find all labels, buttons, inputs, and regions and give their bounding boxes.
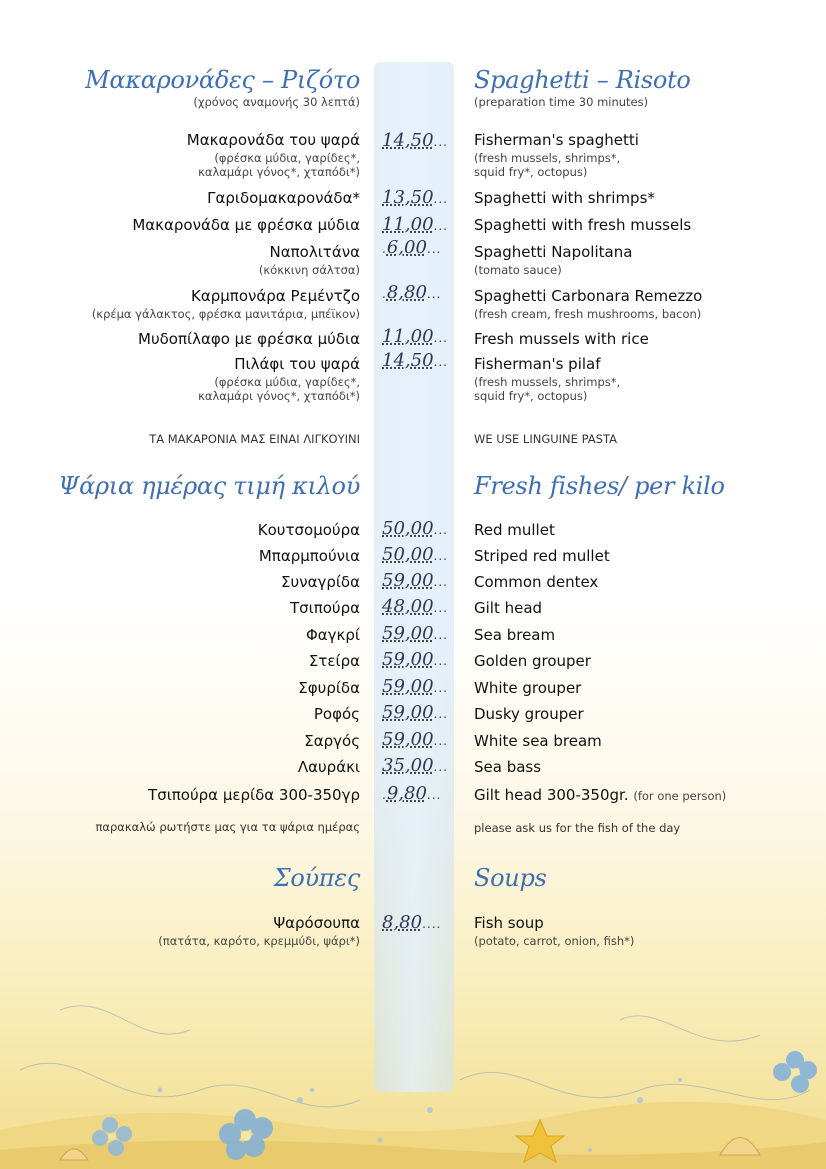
price-value: 50,00 (382, 544, 434, 565)
fish-item-gr: Σφυρίδα (298, 679, 360, 697)
item-price: 14,50... (382, 350, 448, 371)
price-value: 59,00 (382, 676, 434, 697)
item-price: 59,00... (382, 676, 448, 697)
pasta-note-gr: ΤΑ ΜΑΚΑΡΟΝΙΑ ΜΑΣ ΕΙΝΑΙ ΛΙΓΚΟΥΙΝΙ (149, 432, 360, 446)
item-price: 59,00... (382, 623, 448, 644)
item-desc: (fresh mussels, shrimps*, (474, 150, 621, 165)
item-price: 48,00... (382, 596, 448, 617)
menu-item-gr (132, 216, 360, 236)
fish-item-en: Red mullet (474, 521, 555, 539)
price-value: 8,80 (382, 912, 423, 933)
menu-item-gr (207, 189, 360, 209)
fish-title-en: Fresh fishes/ per kilo (474, 472, 725, 500)
fish-note-en: please ask us for the fish of the day (474, 821, 681, 835)
menu-item-en (474, 355, 620, 404)
item-price: 59,00... (382, 649, 448, 670)
item-price: 8,80.... (382, 912, 442, 933)
fish-item-en: Sea bass (474, 758, 542, 776)
item-price: 50,00... (382, 544, 448, 565)
item-name: Καρμπονάρα Ρεμέντζο (191, 287, 360, 305)
pasta-heading-gr (85, 66, 360, 110)
fish-item-en (474, 786, 726, 806)
menu-item-gr (138, 330, 360, 350)
price-value: 59,00 (382, 702, 434, 723)
fish-item-en: White sea bream (474, 732, 602, 750)
item-price: 59,00... (382, 570, 448, 591)
price-value: 59,00 (382, 729, 434, 750)
section-subtitle: (χρόνος αναμονής 30 λεπτά) (193, 94, 360, 109)
item-desc: (φρέσκα μύδια, γαρίδες*, (214, 150, 360, 165)
fish-item-gr: Μπαρμπούνια (258, 547, 360, 565)
item-price: .6,00... (382, 237, 442, 258)
item-price: 50,00... (382, 518, 448, 539)
item-desc: (πατάτα, καρότο, κρεμμύδι, ψάρι*) (158, 933, 360, 948)
price-value: 14,50 (382, 350, 434, 371)
item-name: Gilt head 300-350gr. (474, 786, 629, 804)
item-desc: squid fry*, octopus) (474, 165, 588, 180)
portion-note: (for one person) (633, 789, 727, 803)
fish-item-gr: Στείρα (308, 652, 360, 670)
item-desc: squid fry*, octopus) (474, 389, 588, 404)
item-price: 11,00... (382, 214, 448, 235)
item-price: 14,50... (382, 130, 448, 151)
menu-item-gr (187, 131, 360, 180)
price-value: 8,80 (386, 282, 427, 303)
price-value: 11,00 (382, 326, 434, 347)
menu-item-en (474, 216, 691, 236)
fish-item-gr: Σαργός (304, 732, 360, 750)
soups-title-gr: Σούπες (273, 864, 360, 892)
item-name: Spaghetti Napolitana (474, 243, 633, 261)
fish-note-gr: παρακαλώ ρωτήστε μας για τα ψάρια ημέρας (95, 820, 360, 834)
section-title: Μακαρονάδες – Ριζότο (85, 66, 360, 94)
item-name: Μυδοπίλαφο με φρέσκα μύδια (138, 330, 360, 348)
item-name: Fresh mussels with rice (474, 330, 649, 348)
item-name: Spaghetti with shrimps* (474, 189, 655, 207)
item-name: Fisherman's spaghetti (474, 131, 639, 149)
fish-item-en: Golden grouper (474, 652, 591, 670)
price-value: 14,50 (382, 130, 434, 151)
soups-title-en: Soups (474, 864, 547, 892)
item-price: 11,00... (382, 326, 448, 347)
item-price: 59,00... (382, 729, 448, 750)
pasta-heading-en (474, 66, 691, 110)
price-value: 6,00 (386, 237, 427, 258)
fish-item-gr: Φαγκρί (305, 626, 360, 644)
item-name: Πιλάφι του ψαρά (234, 355, 360, 373)
fish-item-en: Dusky grouper (474, 705, 584, 723)
menu-item-en (474, 287, 702, 321)
item-price: .8,80... (382, 282, 442, 303)
item-desc: καλαμάρι γόνος*, χταπόδι*) (198, 165, 360, 180)
fish-item-gr: Συναγρίδα (281, 573, 360, 591)
fish-item-en: Sea bream (474, 626, 556, 644)
fish-item-gr: Ροφός (313, 705, 360, 723)
menu-item-gr (158, 914, 360, 948)
menu-item-gr (259, 243, 360, 277)
fish-item-gr: Λαυράκι (297, 758, 360, 776)
fish-item-en: Striped red mullet (474, 547, 610, 565)
item-price: .9,80... (382, 783, 442, 804)
price-value: 59,00 (382, 623, 434, 644)
item-price: 13,50... (382, 187, 448, 208)
price-value: 59,00 (382, 649, 434, 670)
flower-icon (773, 1051, 817, 1093)
item-name: Μακαρονάδα με φρέσκα μύδια (132, 216, 360, 234)
item-name: Γαριδομακαρονάδα* (207, 189, 360, 207)
menu-item-en (474, 243, 632, 277)
menu-item-en (474, 189, 655, 209)
menu-item-en (474, 330, 649, 350)
item-price: 59,00... (382, 702, 448, 723)
item-desc: καλαμάρι γόνος*, χταπόδι*) (198, 389, 360, 404)
price-value: 35,00 (382, 755, 434, 776)
fish-title-gr: Ψάρια ημέρας τιμή κιλού (58, 472, 360, 500)
fish-item-gr: Τσιπούρα μερίδα 300-350γρ (148, 786, 360, 804)
item-name: Fish soup (474, 914, 544, 932)
fish-item-gr: Τσιπούρα (289, 599, 360, 617)
menu-item-gr (198, 355, 360, 404)
item-desc: (φρέσκα μύδια, γαρίδες*, (214, 374, 360, 389)
item-name: Ναπολιτάνα (269, 243, 360, 261)
item-desc: (tomato sauce) (474, 262, 562, 277)
price-value: 48,00 (382, 596, 434, 617)
pasta-note-en: WE USE LINGUINE PASTA (474, 432, 617, 446)
item-desc: (fresh mussels, shrimps*, (474, 374, 621, 389)
price-value: 50,00 (382, 518, 434, 539)
item-name: Spaghetti with fresh mussels (474, 216, 692, 234)
section-subtitle: (preparation time 30 minutes) (474, 94, 649, 109)
item-price: 35,00... (382, 755, 448, 776)
fish-item-gr: Κουτσομούρα (257, 521, 360, 539)
item-name: Μακαρονάδα του ψαρά (186, 131, 360, 149)
fish-item-en: Common dentex (474, 573, 599, 591)
menu-item-en (474, 914, 634, 948)
item-name: Spaghetti Carbonara Remezzo (474, 287, 703, 305)
seabed-decoration (0, 950, 826, 1169)
item-desc: (fresh cream, fresh mushrooms, bacon) (474, 306, 702, 321)
menu-item-gr (92, 287, 360, 321)
price-value: 59,00 (382, 570, 434, 591)
price-value: 11,00 (382, 214, 434, 235)
menu-item-en (474, 131, 639, 180)
price-value: 9,80 (386, 783, 427, 804)
price-value: 13,50 (382, 187, 434, 208)
item-desc: (κόκκινη σάλτσα) (258, 262, 360, 277)
item-desc: (κρέμα γάλακτος, φρέσκα μανιτάρια, μπέϊκον) (91, 306, 360, 321)
item-name: Fisherman's pilaf (474, 355, 601, 373)
item-desc: (potato, carrot, onion, fish*) (474, 933, 635, 948)
fish-item-en: Gilt head (474, 599, 543, 617)
item-name: Ψαρόσουπα (273, 914, 360, 932)
section-title: Spaghetti – Risoto (474, 66, 691, 94)
fish-item-en: White grouper (474, 679, 582, 697)
